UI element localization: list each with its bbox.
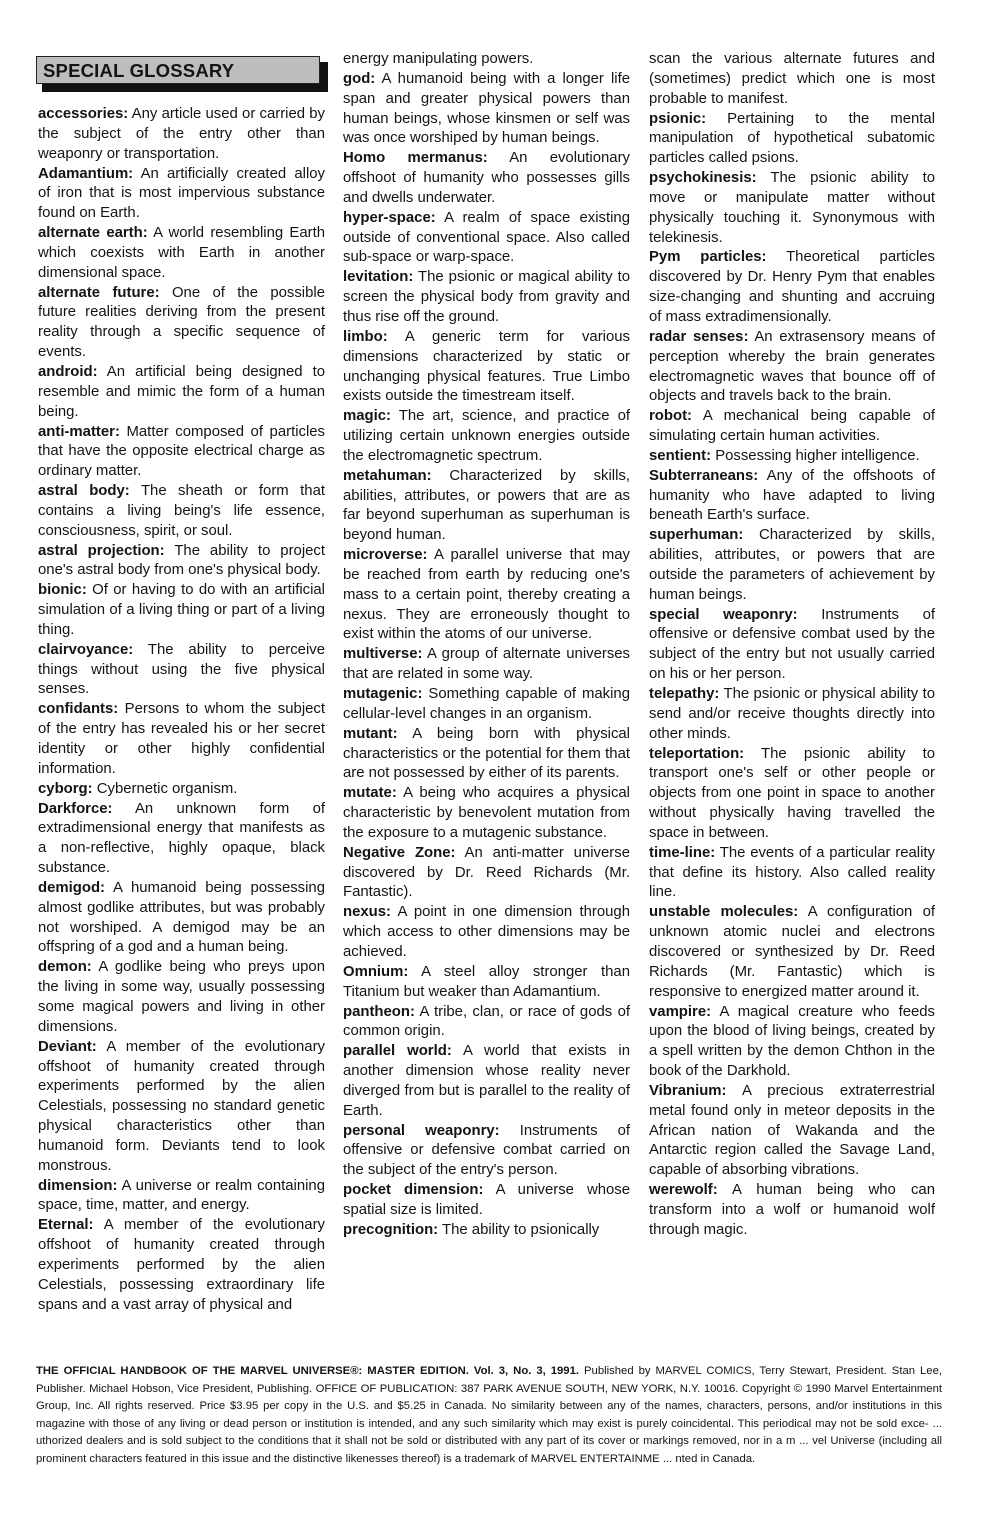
glossary-entry [649,467,935,527]
glossary-term: multiverse: [343,646,423,663]
glossary-term: Homo mermanus: [343,150,488,167]
glossary-term: vampire: [649,1003,712,1020]
glossary-term: cyborg: [38,780,93,797]
page-title: SPECIAL GLOSSARY [36,56,320,84]
glossary-entry [38,224,325,284]
footer-text: Published by MARVEL COMICS, Terry Stewart, President. Stan Lee, Publisher. Michael Hobson, Vice President, Publishing. OFFICE OF PUBLICATION: 387 PARK AVENUE SOUTH, NEW YORK, N.Y. 10016. Copyright © 1990 Marvel Entertainment Group, Inc. All rights reserved. Price $3.95 per copy in the U.S. and $5.25 in Canada. No similarity between any of the names, characters, persons, and/or institutions in this magazine with those of any living or dead person or institution is intended, and any such similarity which may exist is purely coincidental. This periodical may not be sold exce- ... uthorized dealers and is sold subject to the conditions that it shall not be sold or distributed with any part of its cover or markings removed, nor in a m ... vel Universe (including all prominent characters featured in this issue and the distinctive likenesses thereof) is a trademark of MARVEL ENTERTAINME ... nted in Canada. [36,1365,942,1465]
glossary-definition: The psionic or magical ability to screen the physical body from gravity and thus rise off the ground. [343,269,630,325]
glossary-column-2 [343,50,630,1241]
glossary-term: personal weaponry: [343,1122,500,1139]
glossary-entry [649,685,935,745]
glossary-definition: A steel alloy stronger than Titanium but weaker than Adamantium. [343,963,630,1000]
glossary-definition: A human being who can transform into a wolf or humanoid wolf through magic. [649,1182,935,1238]
glossary-entry [343,784,630,844]
glossary-entry [38,542,325,582]
glossary-entry [343,268,630,328]
glossary-entry [38,1177,325,1217]
glossary-definition: An anti-matter universe discovered by Dr. Reed Richards (Mr. Fantastic). [343,844,630,901]
glossary-term: metahuman: [343,467,432,484]
glossary-definition: A generic term for various dimensions characterized by static or unchanging physical features. True Limbo exists outside the timestream itself. [343,328,630,405]
glossary-definition: A world resembling Earth which coexists with Earth in another dimensional space. [38,225,325,281]
glossary-entry [38,1216,325,1315]
glossary-term: levitation: [343,269,414,286]
glossary-definition: A humanoid being with a longer life span and greater physical powers than human beings, whose kinsmen or self was was once worshiped by human beings. [343,70,630,147]
glossary-term: accessories: [38,106,129,122]
glossary-definition: The psionic ability to move or manipulate matter without physically touching it. Synonymous with telekinesis. [649,170,935,246]
glossary-definition: Any of the offshoots of humanity who have adapted to living beneath Earth's surface. [649,467,935,524]
glossary-entry [649,1003,935,1082]
glossary-term: astral body: [38,483,130,500]
glossary-definition: A configuration of unknown atomic nuclei and electrons discovered or synthesized by Dr. Reed Richards (Mr. Fantastic) which is responsive to energized matter around it. [649,904,935,1000]
glossary-term: mutate: [343,785,397,802]
glossary-entry [38,105,325,165]
glossary-definition: The psionic ability to transport one's self or other people or objects from one point in space to another without physically having travelled the space in between. [649,745,935,841]
glossary-entry [38,800,325,879]
glossary-term: alternate future: [38,284,160,301]
glossary-entry [343,1221,630,1241]
glossary-term: microverse: [343,547,428,564]
glossary-entry [343,1042,630,1121]
glossary-definition: Of or having to do with an artificial simulation of a living thing or part of a living thing. [38,582,325,638]
glossary-entry [343,149,630,209]
glossary-definition: Theoretical particles discovered by Dr. Henry Pym that enables size-changing and shunting and accruing of mass extradimensionally. [649,249,935,325]
glossary-term: Eternal: [38,1217,94,1234]
glossary-definition: An extrasensory means of perception whereby the brain generates electromagnetic waves that bounce off of objects and travels back to the brain. [649,328,935,405]
glossary-entry [343,1003,630,1043]
glossary-definition: An artificial being designed to resemble and mimic the form of a human being. [38,363,325,420]
glossary-term: demon: [38,959,92,976]
glossary-definition: The sheath or form that contains a living being's life essence, consciousness, spirit, or soul. [38,483,326,539]
glossary-term: precognition: [343,1221,439,1238]
glossary-definition: A humanoid being possessing almost godlike attributes, but was probably not worshiped. A demigod may be an offspring of a god and a human being. [38,879,325,956]
glossary-definition: Persons to whom the subject of the entry has revealed his or her secret identity or other highly confidential information. [38,701,325,777]
glossary-term: time-line: [649,844,716,861]
glossary-term: teleportation: [649,745,745,762]
glossary-term: confidants: [38,701,119,718]
glossary-definition: A tribe, clan, or race of gods of common origin. [343,1003,630,1040]
glossary-definition: An artificially created alloy of iron that is most impervious substance found on Earth. [38,165,325,222]
glossary-entry [649,526,935,605]
glossary-term: special weaponry: [649,606,798,623]
glossary-term: demigod: [38,879,106,896]
glossary-entry [649,745,935,844]
glossary-column-3 [649,50,935,1241]
glossary-term: sentient: [649,447,712,464]
glossary-term: Vibranium: [649,1082,727,1099]
glossary-entry [38,879,325,958]
glossary-definition: Cybernetic organism. [96,780,238,797]
glossary-entry [649,844,935,904]
glossary-term: hyper-space: [343,209,436,226]
glossary-definition: The events of a particular reality that define its history. Also called reality line. [649,844,935,901]
glossary-definition: Pertaining to the mental manipulation of hypothetical subatomic particles called psions. [649,110,935,167]
glossary-entry [649,328,935,407]
glossary-term: Negative Zone: [343,844,456,861]
glossary-definition: Possessing higher intelligence. [715,447,920,464]
glossary-term: telepathy: [649,686,720,702]
glossary-entry [649,407,935,447]
glossary-definition: One of the possible future realities deriving from the present reality through a specific sequence of events. [38,284,325,361]
footer-lead: THE OFFICIAL HANDBOOK OF THE MARVEL UNIVERSE®: MASTER EDITION. Vol. 3, No. 3, 1991. [36,1365,580,1377]
glossary-entry [649,169,935,248]
glossary-entry [649,903,935,1002]
glossary-entry [38,1038,325,1177]
glossary-definition: Instruments of offensive or defensive combat carried on the subject of the entry's person. [343,1122,631,1179]
glossary-entry [343,685,630,725]
glossary-entry [649,50,935,110]
glossary-term: magic: [343,408,391,425]
glossary-entry [343,50,630,70]
publication-footer [36,1363,942,1468]
glossary-definition: An unknown form of extradimensional energy that manifests as a non-reflective, highly opaque, black substance. [38,800,325,877]
glossary-term: Deviant: [38,1038,97,1055]
glossary-entry [343,407,630,467]
glossary-entry [343,903,630,963]
glossary-term: alternate earth: [38,225,148,242]
glossary-definition: A precious extraterrestrial metal found only in meteor deposits in the African nation of Wakanda and the Antarctic region called the Savage Land, capable of absorbing vibrations. [649,1082,935,1179]
glossary-definition: An evolutionary offshoot of humanity who possesses gills and dwells underwater. [343,150,630,206]
glossary-definition: A being born with physical characteristics or the potential for them that are not possessed by either of its parents. [343,725,630,782]
glossary-term: Subterraneans: [649,467,759,484]
glossary-definition: The ability to psionically [442,1221,600,1238]
glossary-definition: energy manipulating powers. [343,51,534,67]
glossary-entry [649,606,935,685]
glossary-definition: A member of the evolutionary offshoot of humanity created through experiments performed by the alien Celestials, possessing no standard genetic physical characteristics other than humanoid form. Deviants tend to look monstrous. [38,1038,325,1174]
glossary-term: Darkforce: [38,800,113,817]
glossary-term: psionic: [649,110,707,127]
glossary-term: unstable molecules: [649,904,799,921]
glossary-entry [343,1122,630,1182]
glossary-entry [343,725,630,785]
glossary-entry [38,581,325,641]
glossary-definition: A parallel universe that may be reached from earth by reducing one's mass to a certain point, thereby creating a nexus. They are erroneously thought to exist within the atoms of our universe. [343,547,630,643]
glossary-definition: The art, science, and practice of utilizing certain unknown energies outside the electromagnetic spectrum. [343,408,630,464]
glossary-entry [38,363,325,423]
glossary-definition: A member of the evolutionary offshoot of humanity created through experiments performed by the alien Celestials, possessing extraordinary life spans and a vast array of physical and [38,1217,325,1313]
glossary-term: nexus: [343,904,391,921]
glossary-entry [38,641,325,701]
glossary-definition: A group of alternate universes that are related in some way. [343,646,630,683]
glossary-term: Omnium: [343,963,409,980]
glossary-entry [343,328,630,407]
glossary-entry [343,844,630,904]
glossary-entry [38,482,325,542]
glossary-definition: A godlike being who preys upon the living in some way, usually possessing some magical powers and living in other dimensions. [38,959,325,1035]
glossary-entry [649,447,935,467]
glossary-entry [38,423,325,483]
glossary-entry [343,963,630,1003]
glossary-entry [343,467,630,546]
glossary-term: parallel world: [343,1043,452,1060]
glossary-entry [343,546,630,645]
glossary-entry [649,1082,935,1181]
glossary-column-1 [38,105,325,1315]
glossary-entry [649,248,935,327]
glossary-definition: The psionic or physical ability to send and/or receive thoughts directly into other minds. [649,686,935,742]
glossary-definition: A realm of space existing outside of conventional space. Also called sub-space or warp-space. [343,209,630,266]
glossary-term: superhuman: [649,527,744,544]
glossary-term: Pym particles: [649,249,767,266]
glossary-term: anti-matter: [38,423,120,440]
glossary-term: mutant: [343,725,398,742]
glossary-definition: A universe whose spatial size is limited. [343,1182,630,1218]
glossary-entry [343,645,630,685]
glossary-entry [343,70,630,149]
glossary-term: pantheon: [343,1003,415,1020]
glossary-definition: Characterized by skills, abilities, attributes, or powers that are outside the parameters of achievement by human beings. [649,527,935,603]
glossary-definition: Instruments of offensive or defensive combat used by the subject of the entry but not usually carried on his or her person. [649,606,935,683]
glossary-term: android: [38,363,98,380]
glossary-entry [38,958,325,1037]
glossary-term: mutagenic: [343,686,423,702]
glossary-term: Adamantium: [38,165,134,182]
glossary-term: bionic: [38,582,87,599]
glossary-entry [343,209,630,269]
glossary-definition: A mechanical being capable of simulating certain human activities. [649,408,935,445]
glossary-term: radar senses: [649,328,749,345]
glossary-entry [38,780,325,800]
glossary-definition: A point in one dimension through which access to other dimensions may be achieved. [343,904,630,960]
glossary-definition: A world that exists in another dimension whose reality never diverged from but is parallel to the reality of Earth. [343,1043,630,1119]
glossary-entry [38,165,325,225]
glossary-entry [649,1181,935,1241]
glossary-definition: Matter composed of particles that have the opposite electrical charge as ordinary matter. [38,423,326,480]
glossary-term: astral projection: [38,542,165,559]
glossary-term: werewolf: [649,1182,718,1199]
glossary-definition: The ability to perceive things without using the five physical senses. [38,641,325,698]
glossary-definition: Any article used or carried by the subject of the entry other than weaponry or transportation. [38,106,325,162]
glossary-term: robot: [649,408,692,425]
glossary-term: clairvoyance: [38,641,134,658]
glossary-term: dimension: [38,1177,118,1194]
glossary-entry [38,700,325,779]
glossary-definition: scan the various alternate futures and (sometimes) predict which one is most probable to manifest. [649,51,935,107]
glossary-definition: The ability to project one's astral body from one's physical body. [38,542,325,579]
glossary-definition: A being who acquires a physical characteristic by benevolent mutation from the exposure to a mutagenic substance. [343,785,630,841]
glossary-term: god: [343,70,376,87]
glossary-definition: Something capable of making cellular-level changes in an organism. [343,686,630,722]
glossary-entry [38,284,325,363]
glossary-term: pocket dimension: [343,1182,484,1199]
glossary-entry [649,110,935,170]
glossary-definition: A magical creature who feeds upon the blood of living beings, created by a spell written by the demon Chthon in the book of the Darkhold. [649,1003,935,1080]
glossary-definition: Characterized by skills, abilities, attributes, or powers that are as far beyond superhuman as superhuman is beyond human. [343,467,630,544]
glossary-entry [343,1181,630,1221]
glossary-term: limbo: [343,328,388,345]
glossary-header [36,56,322,86]
glossary-definition: A universe or realm containing space, time, matter, and energy. [38,1177,325,1214]
glossary-term: psychokinesis: [649,170,757,187]
